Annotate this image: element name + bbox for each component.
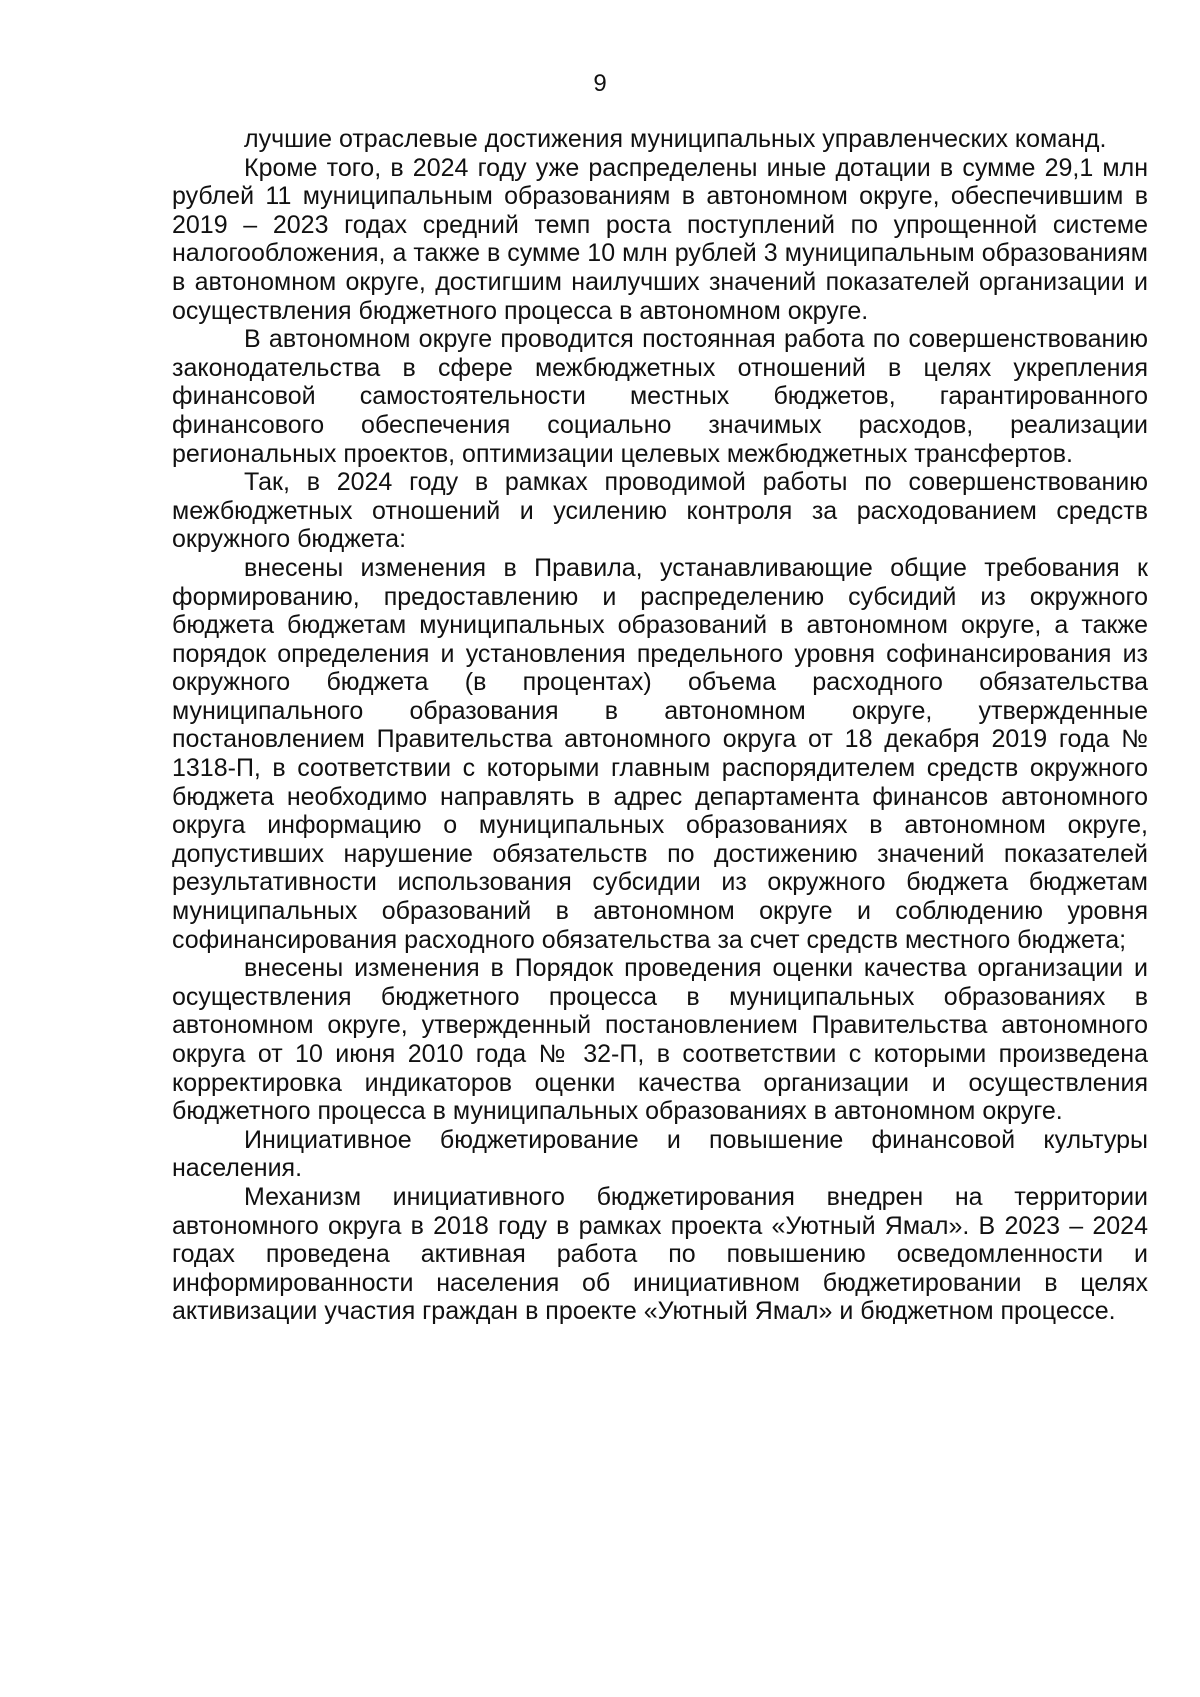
paragraph-subsidies: Кроме того, в 2024 году уже распределены иные дотации в сумме 29,1 млн рублей 11 муниципальным образованиям в автономном округе, обеспечившим в 2019 – 2023 годах средний темп роста поступлений по упрощенной системе налогообложения, а также в сумме 10 млн рублей 3 муниципальным образованиям в автономном округе, достигшим наилучших значений показателей организации и осуществления бюджетного процесса в автономном округе. xyxy=(172,153,1148,325)
paragraph-procedure-changes: внесены изменения в Порядок проведения оценки качества организации и осуществления бюджетного процесса в муниципальных образованиях в автономном округе, утвержденный постановлением Правительства автономного округа от 10 июня 2010 года № 32-П, в соответствии с которыми произведена корректировка индикаторов оценки качества организации и осуществления бюджетного процесса в муниципальных образованиях в автономном округе. xyxy=(172,954,1148,1126)
document-body xyxy=(172,125,1148,1326)
paragraph-continuation: лучшие отраслевые достижения муниципальных управленческих команд. xyxy=(244,125,1107,153)
paragraph-legislation: В автономном округе проводится постоянная работа по совершенствованию законодательства в сфере межбюджетных отношений в целях укрепления финансовой самостоятельности местных бюджетов, гарантированного финансового обеспечения социально значимых расходов, реализации региональных проектов, оптимизации целевых межбюджетных трансфертов. xyxy=(172,325,1148,468)
paragraph-measures-intro: Так, в 2024 году в рамках проводимой работы по совершенствованию межбюджетных отношений и усилению контроля за расходованием средств окружного бюджета: xyxy=(172,468,1148,554)
page-number: 9 xyxy=(593,70,607,97)
paragraph-initiative-budgeting: Механизм инициативного бюджетирования внедрен на территории автономного округа в 2018 году в рамках проекта «Уютный Ямал». В 2023 – 2024 годах проведена активная работа по повышению осведомленности и информированности населения об инициативном бюджетировании в целях активизации участия граждан в проекте «Уютный Ямал» и бюджетном процессе. xyxy=(172,1182,1148,1326)
section-heading-initiative-budgeting: Инициативное бюджетирование и повышение финансовой культуры населения. xyxy=(172,1125,1148,1183)
paragraph-rules-changes: внесены изменения в Правила, устанавливающие общие требования к формированию, предоставлению и распределению субсидий из окружного бюджета бюджетам муниципальных образований в автономном округе, а также порядок определения и установления предельного уровня софинансирования из окружного бюджета (в процентах) объема расходного обязательства муниципального образования в автономном округе, утвержденные постановлением Правительства автономного округа от 18 декабря 2019 года № 1318-П, в соответствии с которыми главным распорядителем средств окружного бюджета необходимо направлять в адрес департамента финансов автономного округа информацию о муниципальных образованиях в автономном округе, допустивших нарушение обязательств по достижению значений показателей результативности использования субсидии из окружного бюджета бюджетам муниципальных образований в автономном округе и соблюдению уровня софинансирования расходного обязательства за счет средств местного бюджета; xyxy=(172,553,1148,954)
